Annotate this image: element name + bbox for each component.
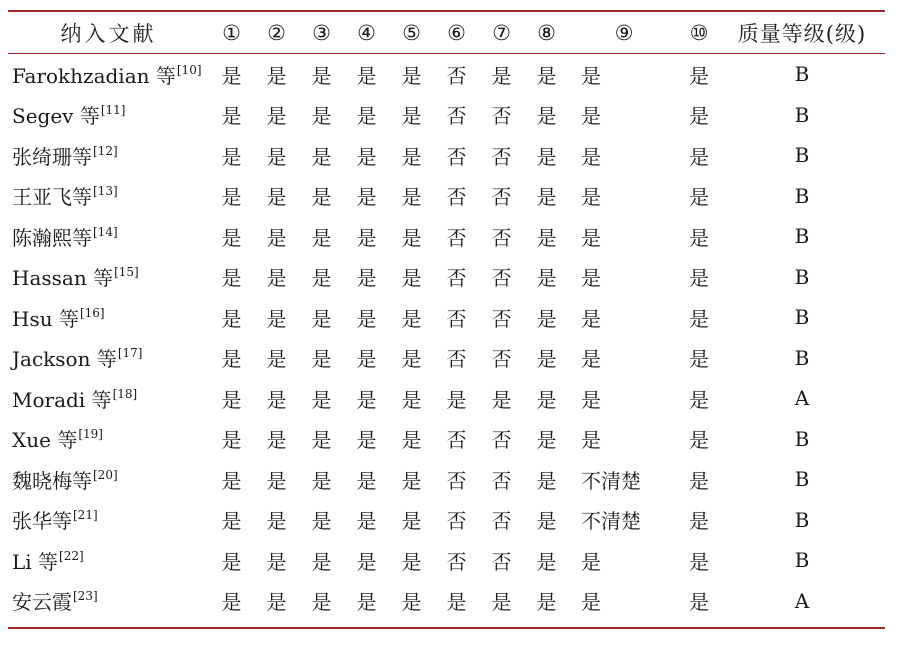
item-5-value: 是 [401, 185, 422, 210]
item-5-value: 是 [401, 306, 422, 331]
item-2-value: 是 [266, 509, 287, 534]
literature-name [8, 459, 209, 500]
item-4-value: 是 [356, 144, 377, 169]
item-6-value: 否 [446, 306, 467, 331]
quality-grade: A [794, 588, 810, 613]
table-row [8, 135, 885, 176]
item-8-value: 是 [536, 387, 557, 412]
literature-name [8, 500, 209, 541]
item-8-value: 是 [536, 509, 557, 534]
item-2-value: 是 [266, 104, 287, 129]
literature-author: Xue 等 [12, 428, 78, 453]
item-5-value: 是 [401, 63, 422, 88]
literature-name [8, 135, 209, 176]
quality-grade: B [794, 62, 810, 87]
literature-name [8, 297, 209, 338]
item-6-value: 否 [446, 225, 467, 250]
item-3-value: 是 [311, 144, 332, 169]
literature-author: 安云霞 [12, 590, 72, 615]
item-1-value: 是 [221, 549, 242, 574]
literature-author: Farokhzadian 等 [12, 63, 176, 88]
literature-name [8, 54, 209, 95]
item-9-value: 是 [581, 387, 601, 412]
reference-number: [11] [100, 103, 126, 118]
literature-name [8, 176, 209, 217]
item-6-value: 否 [446, 549, 467, 574]
item-10-value: 是 [689, 306, 709, 331]
item-8-value: 是 [536, 63, 557, 88]
item-3-value: 是 [311, 509, 332, 534]
item-8-value: 是 [536, 549, 557, 574]
quality-grade: B [794, 426, 810, 451]
item-7-value: 否 [491, 144, 512, 169]
item-8-value: 是 [536, 468, 557, 493]
item-9-value: 是 [581, 144, 601, 169]
item-8-value: 是 [536, 104, 557, 129]
item-4-value: 是 [356, 387, 377, 412]
item-7-value: 否 [491, 468, 512, 493]
item-3-value: 是 [311, 590, 332, 615]
reference-number: [22] [59, 548, 84, 563]
item-9-value: 是 [581, 428, 601, 453]
bottom-rule [8, 627, 885, 629]
item-9-value: 是 [581, 63, 601, 88]
item-7-value: 否 [491, 225, 512, 250]
quality-grade: B [794, 548, 810, 573]
item-6-value: 否 [446, 468, 467, 493]
reference-number: [19] [78, 427, 103, 442]
item-9-value: 是 [581, 347, 601, 372]
reference-number: [13] [93, 184, 118, 199]
item-2-value: 是 [266, 266, 287, 291]
header-item-8: ⑧ [537, 20, 556, 45]
literature-name [8, 257, 209, 298]
quality-grade: B [794, 102, 810, 127]
table-row [8, 378, 885, 419]
item-3-value: 是 [311, 225, 332, 250]
table-body [8, 54, 885, 621]
item-4-value: 是 [356, 266, 377, 291]
literature-author: 魏晓梅等 [12, 468, 92, 493]
item-7-value: 否 [491, 266, 512, 291]
item-6-value: 否 [446, 509, 467, 534]
table-row [8, 297, 885, 338]
item-2-value: 是 [266, 144, 287, 169]
item-5-value: 是 [401, 590, 422, 615]
item-10-value: 是 [689, 590, 709, 615]
table-row [8, 459, 885, 500]
item-3-value: 是 [311, 306, 332, 331]
item-9-value: 是 [581, 590, 601, 615]
item-9-value: 是 [581, 104, 601, 129]
quality-assessment-table [8, 12, 885, 621]
header-item-5: ⑤ [402, 20, 421, 45]
item-8-value: 是 [536, 185, 557, 210]
item-1-value: 是 [221, 590, 242, 615]
item-4-value: 是 [356, 549, 377, 574]
table-row [8, 54, 885, 95]
item-7-value: 是 [491, 63, 512, 88]
item-6-value: 是 [446, 387, 467, 412]
item-7-value: 否 [491, 306, 512, 331]
header-item-3: ③ [312, 20, 331, 45]
header-item-9: ⑨ [614, 20, 634, 45]
item-5-value: 是 [401, 509, 422, 534]
literature-name [8, 540, 209, 581]
literature-name [8, 338, 209, 379]
quality-grade: B [794, 305, 810, 330]
item-1-value: 是 [221, 63, 242, 88]
literature-name [8, 216, 209, 257]
item-2-value: 是 [266, 306, 287, 331]
literature-author: Segev 等 [12, 104, 100, 129]
table-row [8, 95, 885, 136]
item-6-value: 否 [446, 104, 467, 129]
table-row [8, 500, 885, 541]
item-9-value: 是 [581, 266, 601, 291]
item-3-value: 是 [311, 387, 332, 412]
item-2-value: 是 [266, 387, 287, 412]
item-10-value: 是 [689, 63, 709, 88]
item-3-value: 是 [311, 549, 332, 574]
item-8-value: 是 [536, 225, 557, 250]
item-10-value: 是 [689, 225, 709, 250]
reference-number: [16] [79, 305, 105, 320]
item-2-value: 是 [266, 428, 287, 453]
literature-author: Hassan 等 [12, 266, 114, 291]
item-10-value: 是 [689, 347, 709, 372]
item-6-value: 是 [446, 590, 467, 615]
reference-number: [12] [93, 143, 118, 158]
reference-number: [23] [73, 589, 98, 604]
header-item-1: ① [222, 20, 241, 45]
header-item-10: ⑩ [689, 20, 709, 45]
reference-number: [21] [73, 508, 98, 523]
header-item-4: ④ [357, 20, 376, 45]
item-1-value: 是 [221, 185, 242, 210]
item-4-value: 是 [356, 509, 377, 534]
header-quality-grade: 质量等级(级) [737, 21, 867, 46]
item-7-value: 否 [491, 185, 512, 210]
item-4-value: 是 [356, 104, 377, 129]
item-5-value: 是 [401, 428, 422, 453]
item-9-value: 不清楚 [581, 468, 641, 493]
item-7-value: 否 [491, 104, 512, 129]
item-5-value: 是 [401, 468, 422, 493]
header-row [8, 12, 885, 53]
item-9-value: 不清楚 [581, 509, 641, 534]
item-5-value: 是 [401, 549, 422, 574]
literature-author: Moradi 等 [12, 387, 112, 412]
item-4-value: 是 [356, 468, 377, 493]
item-2-value: 是 [266, 63, 287, 88]
item-10-value: 是 [689, 387, 709, 412]
reference-number: [18] [112, 386, 138, 401]
item-4-value: 是 [356, 347, 377, 372]
item-6-value: 否 [446, 63, 467, 88]
item-6-value: 否 [446, 428, 467, 453]
item-5-value: 是 [401, 144, 422, 169]
item-3-value: 是 [311, 428, 332, 453]
item-1-value: 是 [221, 225, 242, 250]
quality-grade: B [794, 507, 810, 532]
literature-author: Hsu 等 [12, 306, 79, 331]
reference-number: [14] [93, 224, 118, 239]
item-7-value: 否 [491, 509, 512, 534]
literature-author: 张绮珊等 [12, 144, 92, 169]
table-row [8, 338, 885, 379]
quality-grade: B [794, 143, 810, 168]
table-row [8, 216, 885, 257]
table-row [8, 257, 885, 298]
item-1-value: 是 [221, 144, 242, 169]
item-4-value: 是 [356, 185, 377, 210]
header-item-2: ② [267, 20, 286, 45]
item-7-value: 是 [491, 387, 512, 412]
literature-author: Jackson 等 [12, 347, 117, 372]
literature-name [8, 378, 209, 419]
item-7-value: 否 [491, 428, 512, 453]
item-10-value: 是 [689, 468, 709, 493]
item-1-value: 是 [221, 428, 242, 453]
item-2-value: 是 [266, 225, 287, 250]
item-3-value: 是 [311, 266, 332, 291]
item-8-value: 是 [536, 144, 557, 169]
reference-number: [10] [176, 62, 202, 77]
item-1-value: 是 [221, 104, 242, 129]
item-1-value: 是 [221, 306, 242, 331]
item-8-value: 是 [536, 428, 557, 453]
item-5-value: 是 [401, 225, 422, 250]
item-1-value: 是 [221, 266, 242, 291]
item-4-value: 是 [356, 225, 377, 250]
quality-grade: B [794, 183, 810, 208]
quality-grade: B [794, 467, 810, 492]
literature-author: 张华等 [12, 509, 72, 534]
item-8-value: 是 [536, 306, 557, 331]
item-6-value: 否 [446, 266, 467, 291]
quality-table-container [8, 10, 885, 629]
item-7-value: 否 [491, 347, 512, 372]
table-row [8, 540, 885, 581]
item-10-value: 是 [689, 266, 709, 291]
item-4-value: 是 [356, 63, 377, 88]
item-2-value: 是 [266, 185, 287, 210]
item-10-value: 是 [689, 185, 709, 210]
item-1-value: 是 [221, 509, 242, 534]
table-row [8, 176, 885, 217]
item-1-value: 是 [221, 387, 242, 412]
item-8-value: 是 [536, 590, 557, 615]
item-2-value: 是 [266, 590, 287, 615]
item-6-value: 否 [446, 347, 467, 372]
header-item-7: ⑦ [492, 20, 511, 45]
header-item-6: ⑥ [447, 20, 466, 45]
item-3-value: 是 [311, 468, 332, 493]
reference-number: [20] [93, 467, 118, 482]
quality-grade: B [794, 224, 810, 249]
item-4-value: 是 [356, 428, 377, 453]
item-3-value: 是 [311, 63, 332, 88]
item-2-value: 是 [266, 468, 287, 493]
literature-name [8, 419, 209, 460]
reference-number: [17] [117, 346, 143, 361]
item-5-value: 是 [401, 387, 422, 412]
literature-name [8, 581, 209, 622]
item-10-value: 是 [689, 549, 709, 574]
item-5-value: 是 [401, 347, 422, 372]
item-7-value: 否 [491, 549, 512, 574]
quality-grade: B [794, 264, 810, 289]
item-3-value: 是 [311, 185, 332, 210]
quality-grade: B [794, 345, 810, 370]
table-row [8, 581, 885, 622]
literature-name [8, 95, 209, 136]
item-9-value: 是 [581, 549, 601, 574]
item-10-value: 是 [689, 104, 709, 129]
item-4-value: 是 [356, 306, 377, 331]
table-row [8, 419, 885, 460]
item-10-value: 是 [689, 509, 709, 534]
item-8-value: 是 [536, 347, 557, 372]
item-3-value: 是 [311, 347, 332, 372]
literature-author: 王亚飞等 [12, 185, 92, 210]
item-4-value: 是 [356, 590, 377, 615]
reference-number: [15] [114, 265, 139, 280]
item-8-value: 是 [536, 266, 557, 291]
item-1-value: 是 [221, 468, 242, 493]
item-10-value: 是 [689, 428, 709, 453]
quality-grade: A [794, 386, 810, 411]
literature-author: Li 等 [12, 549, 59, 574]
item-9-value: 是 [581, 225, 601, 250]
header-included-literature: 纳入文献 [60, 21, 157, 46]
item-9-value: 是 [581, 306, 601, 331]
literature-author: 陈瀚熙等 [12, 225, 92, 250]
item-9-value: 是 [581, 185, 601, 210]
item-7-value: 是 [491, 590, 512, 615]
item-2-value: 是 [266, 347, 287, 372]
item-6-value: 否 [446, 144, 467, 169]
item-2-value: 是 [266, 549, 287, 574]
item-6-value: 否 [446, 185, 467, 210]
item-5-value: 是 [401, 104, 422, 129]
item-1-value: 是 [221, 347, 242, 372]
item-10-value: 是 [689, 144, 709, 169]
item-5-value: 是 [401, 266, 422, 291]
item-3-value: 是 [311, 104, 332, 129]
